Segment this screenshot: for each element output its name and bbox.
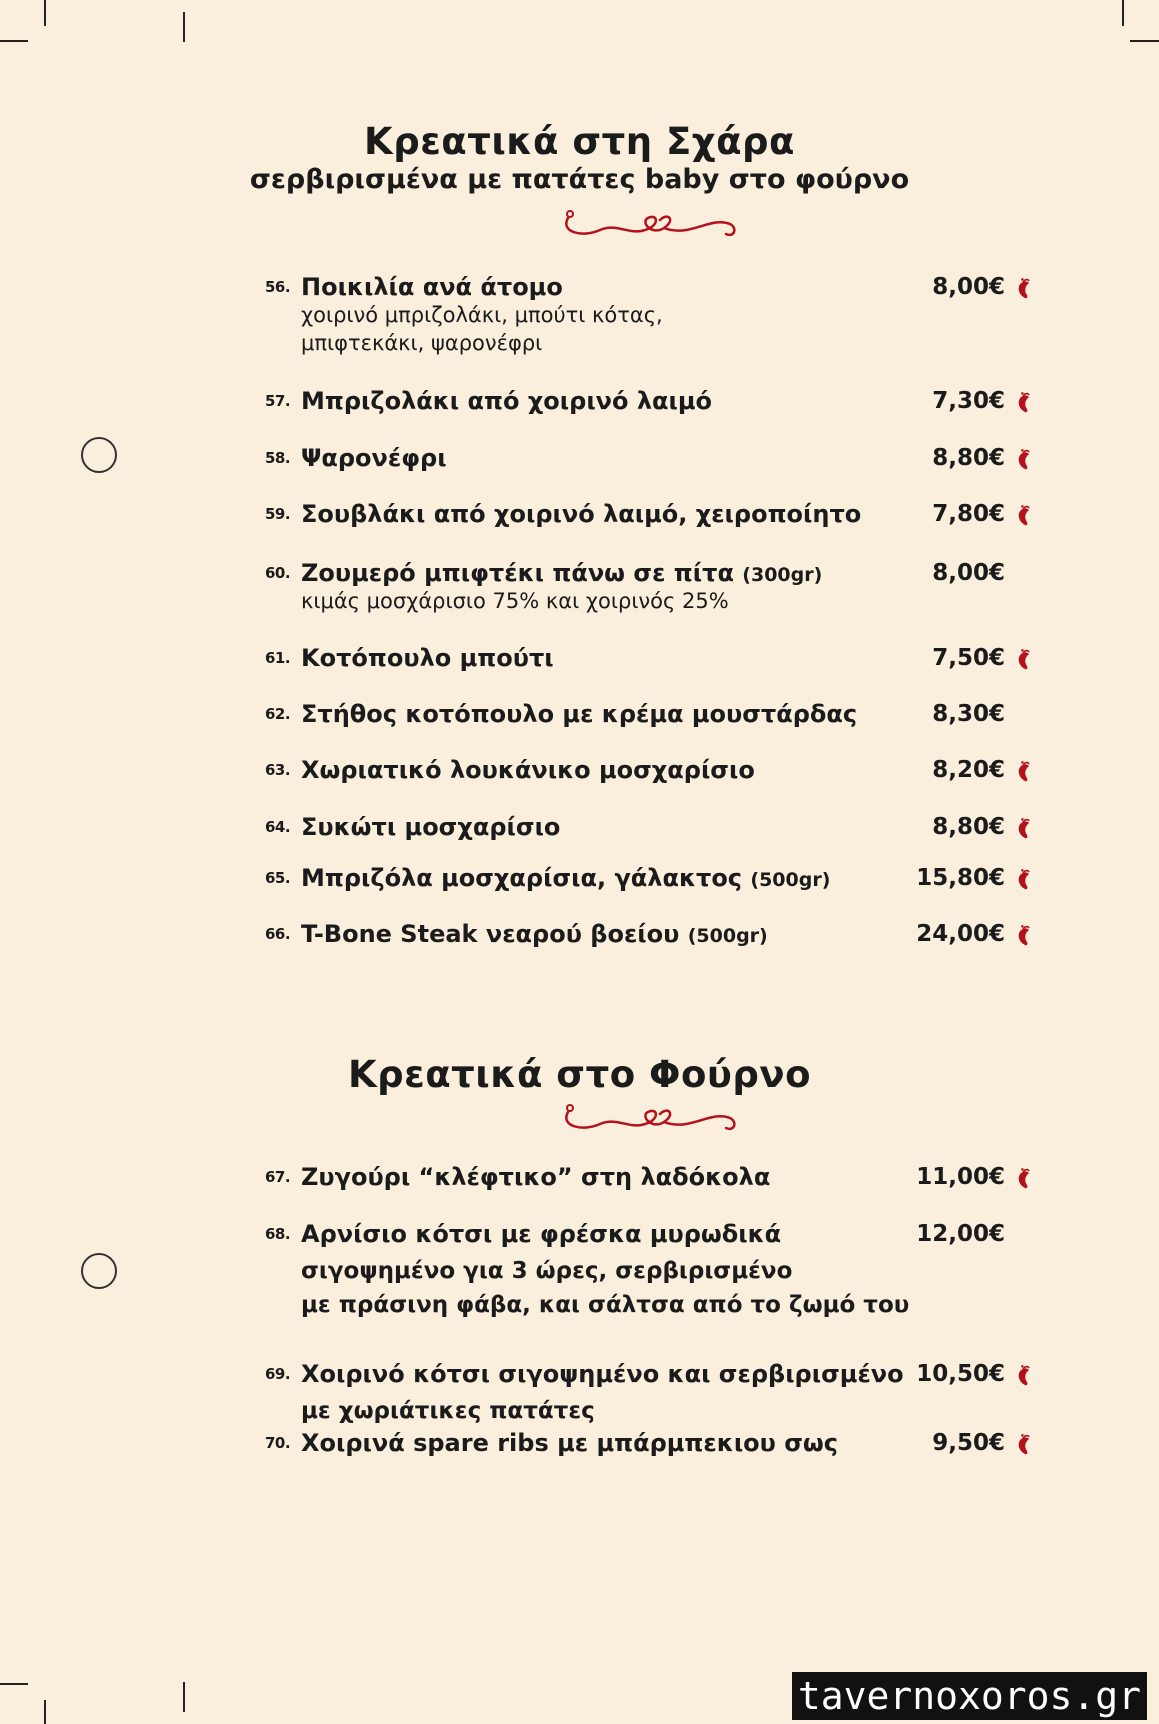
chili-pepper-icon bbox=[1013, 1363, 1035, 1387]
chili-pepper-icon bbox=[1013, 867, 1035, 891]
item-number: 59. bbox=[265, 505, 291, 523]
item-name-text: Μπριζολάκι από χοιρινό λαιμό bbox=[301, 387, 713, 415]
item-price: 8,80€ bbox=[932, 445, 1005, 471]
item-weight: (500gr) bbox=[687, 925, 768, 947]
item-name-text: Κοτόπουλο μπούτι bbox=[301, 644, 554, 672]
item-number: 64. bbox=[265, 818, 291, 836]
item-price: 15,80€ bbox=[916, 865, 1005, 891]
item-name bbox=[301, 753, 755, 787]
item-name-text: Χωριατικό λουκάνικο μοσχαρίσιο bbox=[301, 756, 755, 784]
item-price: 8,00€ bbox=[932, 560, 1005, 586]
item-weight: (300gr) bbox=[742, 564, 823, 586]
item-name-text: Σουβλάκι από χοιρινό λαιμό, χειροποίητο bbox=[301, 500, 862, 528]
item-number: 57. bbox=[265, 392, 291, 410]
item-name bbox=[301, 641, 554, 675]
crop-mark bbox=[0, 40, 28, 42]
chili-pepper-icon bbox=[1013, 276, 1035, 300]
crop-mark bbox=[44, 0, 46, 26]
item-description: μπιφτεκάκι, ψαρονέφρι bbox=[301, 331, 543, 355]
item-price: 8,80€ bbox=[932, 814, 1005, 840]
item-number: 60. bbox=[265, 564, 291, 582]
flourish-ornament bbox=[560, 204, 740, 248]
item-price: 8,30€ bbox=[932, 701, 1005, 727]
item-name-text: Ποικιλία ανά άτομο bbox=[301, 273, 563, 301]
item-number: 63. bbox=[265, 761, 291, 779]
item-name bbox=[301, 1160, 770, 1194]
chili-pepper-icon bbox=[1013, 816, 1035, 840]
binder-hole bbox=[81, 437, 117, 473]
item-description: κιμάς μοσχάρισιο 75% και χοιρινός 25% bbox=[301, 589, 729, 613]
item-price: 7,30€ bbox=[932, 388, 1005, 414]
item-name bbox=[301, 384, 712, 418]
item-price: 10,50€ bbox=[916, 1361, 1005, 1387]
chili-pepper-icon bbox=[1013, 503, 1035, 527]
chili-pepper-icon bbox=[1013, 390, 1035, 414]
item-name-text: Ζυγούρι “κλέφτικο” στη λαδόκολα bbox=[301, 1163, 771, 1191]
item-description: με χωριάτικες πατάτες bbox=[301, 1398, 595, 1424]
item-name bbox=[301, 1217, 781, 1251]
item-description: σιγοψημένο για 3 ώρες, σερβιρισμένο bbox=[301, 1258, 793, 1284]
item-description: χοιρινό μπριζολάκι, μπούτι κότας, bbox=[301, 303, 663, 327]
item-number: 58. bbox=[265, 449, 291, 467]
item-name-text: Μπριζόλα μοσχαρίσια, γάλακτος bbox=[301, 864, 743, 892]
item-name bbox=[301, 1357, 904, 1391]
crop-mark bbox=[1130, 40, 1159, 42]
item-number: 62. bbox=[265, 705, 291, 723]
item-name-text: Αρνίσιο κότσι με φρέσκα μυρωδικά bbox=[301, 1220, 782, 1248]
item-price: 7,80€ bbox=[932, 501, 1005, 527]
item-name-text: Στήθος κοτόπουλο με κρέμα μουστάρδας bbox=[301, 700, 858, 728]
section-subtitle-grill: σερβιρισμένα με πατάτες baby στο φούρνο bbox=[249, 164, 910, 195]
item-number: 70. bbox=[265, 1434, 291, 1452]
item-name bbox=[301, 1426, 838, 1460]
item-number: 68. bbox=[265, 1225, 291, 1243]
flourish-ornament bbox=[560, 1098, 740, 1142]
chili-pepper-icon bbox=[1013, 1166, 1035, 1190]
item-name bbox=[301, 497, 861, 531]
item-name-text: T-Bone Steak νεαρού βοείου bbox=[301, 920, 680, 948]
item-number: 61. bbox=[265, 649, 291, 667]
item-description: με πράσινη φάβα, και σάλτσα από το ζωμό του bbox=[301, 1292, 910, 1318]
item-weight: (500gr) bbox=[750, 869, 831, 891]
item-price: 11,00€ bbox=[916, 1164, 1005, 1190]
chili-pepper-icon bbox=[1013, 447, 1035, 471]
watermark: tavernoxoros.gr bbox=[792, 1672, 1147, 1720]
chili-pepper-icon bbox=[1013, 1432, 1035, 1456]
item-name-text: Ζουμερό μπιφτέκι πάνω σε πίτα bbox=[301, 559, 734, 587]
item-number: 56. bbox=[265, 278, 291, 296]
item-number: 67. bbox=[265, 1168, 291, 1186]
section-title-oven: Κρεατικά στο Φούρνο bbox=[348, 1053, 811, 1096]
item-price: 24,00€ bbox=[916, 921, 1005, 947]
section-title-grill: Κρεατικά στη Σχάρα bbox=[364, 120, 795, 163]
item-name-text: Ψαρονέφρι bbox=[301, 444, 447, 472]
item-number: 66. bbox=[265, 925, 291, 943]
chili-pepper-icon bbox=[1013, 923, 1035, 947]
item-name bbox=[301, 861, 830, 897]
item-number: 69. bbox=[265, 1365, 291, 1383]
crop-mark bbox=[183, 1682, 185, 1712]
chili-pepper-icon bbox=[1013, 647, 1035, 671]
item-name bbox=[301, 441, 447, 475]
item-name bbox=[301, 917, 768, 953]
crop-mark bbox=[0, 1683, 28, 1685]
item-price: 8,20€ bbox=[932, 757, 1005, 783]
item-name-text: Χοιρινά spare ribs με μπάρμπεκιου σως bbox=[301, 1429, 838, 1457]
crop-mark bbox=[183, 12, 185, 42]
item-name-text: Χοιρινό κότσι σιγοψημένο και σερβιρισμένο bbox=[301, 1360, 904, 1388]
chili-pepper-icon bbox=[1013, 759, 1035, 783]
crop-mark bbox=[44, 1700, 46, 1724]
item-price: 7,50€ bbox=[932, 645, 1005, 671]
item-name bbox=[301, 810, 560, 844]
item-price: 9,50€ bbox=[932, 1430, 1005, 1456]
item-name bbox=[301, 697, 857, 731]
binder-hole bbox=[81, 1253, 117, 1289]
item-price: 12,00€ bbox=[916, 1221, 1005, 1247]
crop-mark bbox=[1122, 0, 1124, 26]
item-name-text: Συκώτι μοσχαρίσιο bbox=[301, 813, 561, 841]
item-price: 8,00€ bbox=[932, 274, 1005, 300]
item-name bbox=[301, 270, 563, 304]
item-number: 65. bbox=[265, 869, 291, 887]
